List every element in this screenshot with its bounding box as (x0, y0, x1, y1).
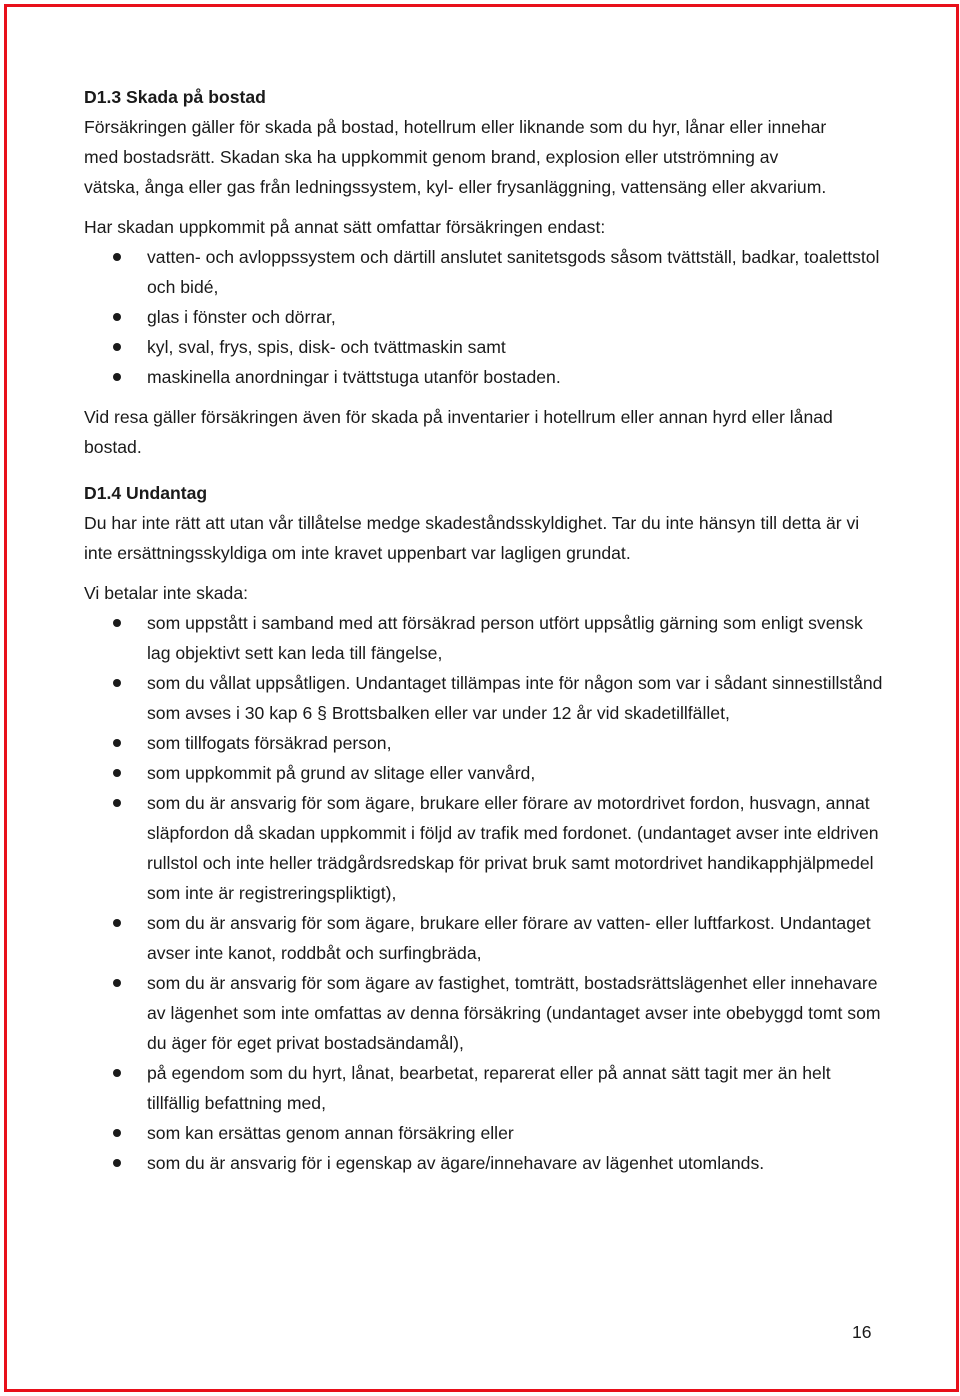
list-item-text: som uppkommit på grund av slitage eller vanvård, (147, 763, 536, 783)
section-d14-lead: Vi betalar inte skada: (84, 583, 248, 603)
list-item (84, 758, 884, 788)
list-item (84, 788, 884, 908)
list-item (84, 1118, 884, 1148)
section-d14-intro: Du har inte rätt att utan vår tillåtelse medge skadeståndsskyldighet. Tar du inte hänsyn till detta är vi inte ersättningsskyldiga om inte kravet uppenbart var lagligen grundat. (84, 513, 860, 563)
list-item (84, 1148, 884, 1178)
section-d14-list (84, 608, 884, 1178)
section-heading-d13: D1.3 Skada på bostad (84, 87, 266, 107)
list-item-text: som tillfogats försäkrad person, (147, 733, 392, 753)
section-d13-list (84, 242, 884, 392)
bullet-icon (113, 253, 121, 261)
list-item-text: maskinella anordningar i tvättstuga utanför bostaden. (147, 367, 561, 387)
list-item (84, 332, 884, 362)
list-item-text: som du är ansvarig för som ägare, brukare eller förare av vatten- eller luftfarkost. Undantaget avser inte kanot, roddbåt och surfingbräda, (147, 913, 871, 963)
list-item (84, 968, 884, 1058)
list-item (84, 728, 884, 758)
bullet-icon (113, 1069, 121, 1077)
section-heading-d14: D1.4 Undantag (84, 483, 208, 503)
bullet-icon (113, 1129, 121, 1137)
bullet-icon (113, 769, 121, 777)
list-item-text: som uppstått i samband med att försäkrad person utfört uppsåtlig gärning som enligt svensk lag objektivt sett kan leda till fängelse, (147, 613, 863, 663)
bullet-icon (113, 919, 121, 927)
bullet-icon (113, 739, 121, 747)
bullet-icon (113, 979, 121, 987)
list-item-text: som du är ansvarig för som ägare av fastighet, tomträtt, bostadsrättslägenhet eller innehavare av lägenhet som inte omfattas av denna försäkring (undantaget avser inte obebyggd tomt som du äger för eget privat bostadsändamål), (147, 973, 881, 1053)
list-item (84, 1058, 884, 1118)
list-item-text: vatten- och avloppssystem och därtill anslutet sanitetsgods såsom tvättställ, badkar, toalettstol och bidé, (147, 247, 880, 297)
list-item-text: som du vållat uppsåtligen. Undantaget tillämpas inte för någon som var i sådant sinnestillstånd som avses i 30 kap 6 § Brottsbalken eller var under 12 år vid skadetillfället, (147, 673, 883, 723)
list-item-text: som kan ersättas genom annan försäkring eller (147, 1123, 514, 1143)
bullet-icon (113, 1159, 121, 1167)
bullet-icon (113, 373, 121, 381)
section-d13-travel: Vid resa gäller försäkringen även för skada på inventarier i hotellrum eller annan hyrd eller lånad bostad. (84, 407, 833, 457)
list-item-text: på egendom som du hyrt, lånat, bearbetat, reparerat eller på annat sätt tagit mer än helt tillfällig befattning med, (147, 1063, 831, 1113)
document-body (84, 82, 884, 1178)
list-item (84, 668, 884, 728)
bullet-icon (113, 343, 121, 351)
section-d13-intro: Försäkringen gäller för skada på bostad, hotellrum eller liknande som du hyr, lånar eller innehar med bostadsrätt. Skadan ska ha uppkommit genom brand, explosion eller utströmning av vätska, ånga eller gas från ledningssystem, kyl- eller frysanläggning, vattensäng eller akvarium. (84, 117, 827, 197)
list-item-text: kyl, sval, frys, spis, disk- och tvättmaskin samt (147, 337, 506, 357)
bullet-icon (113, 619, 121, 627)
list-item (84, 608, 884, 668)
list-item (84, 908, 884, 968)
list-item (84, 302, 884, 332)
list-item (84, 362, 884, 392)
list-item (84, 242, 884, 302)
page-number: 16 (852, 1322, 872, 1342)
bullet-icon (113, 313, 121, 321)
list-item-text: som du är ansvarig för i egenskap av ägare/innehavare av lägenhet utomlands. (147, 1153, 765, 1173)
bullet-icon (113, 679, 121, 687)
list-item-text: glas i fönster och dörrar, (147, 307, 336, 327)
bullet-icon (113, 799, 121, 807)
section-d13-lead: Har skadan uppkommit på annat sätt omfattar försäkringen endast: (84, 217, 606, 237)
list-item-text: som du är ansvarig för som ägare, brukare eller förare av motordrivet fordon, husvagn, annat släpfordon då skadan uppkommit i följd av trafik med fordonet. (undantaget avser inte eldriven rullstol och inte heller trädgårdsredskap för privat bruk samt motordrivet handikapphjälpmedel som inte är registreringspliktigt), (147, 793, 879, 903)
